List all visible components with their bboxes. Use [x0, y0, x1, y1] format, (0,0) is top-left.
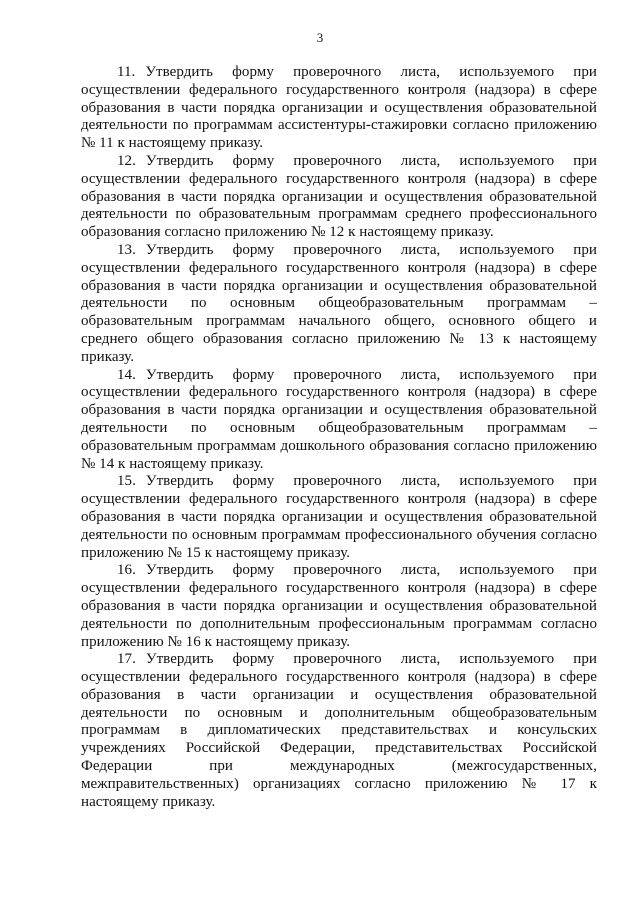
document-body: [81, 64, 597, 811]
paragraph-text: Утвердить форму проверочного листа, используемого при осуществлении федерального государственного контроля (надзора) в сфере образования в части порядка организации и осуществления образовательной деятельности по программам ассистентуры-стажировки согласно приложению № 11 к настоящему приказу.: [81, 64, 597, 152]
paragraph-11: [81, 64, 597, 153]
paragraph-15: [81, 473, 597, 562]
paragraph-14: [81, 367, 597, 474]
paragraph-number: 14.: [117, 366, 136, 383]
paragraph-text: Утвердить форму проверочного листа, используемого при осуществлении федерального государственного контроля (надзора) в сфере образования в части порядка организации и осуществления образовательной деятельности по дополнительным профессиональным программам согласно приложению № 16 к настоящему приказу.: [81, 562, 597, 650]
paragraph-text: Утвердить форму проверочного листа, используемого при осуществлении федерального государственного контроля (надзора) в сфере образования в части порядка организации и осуществления образовательной деятельности по основным общеобразовательным программам – образовательным программам начального общего, основного общего и среднего общего образования согласно приложению № 13 к настоящему приказу.: [81, 241, 597, 365]
paragraph-text: Утвердить форму проверочного листа, используемого при осуществлении федерального государственного контроля (надзора) в сфере образования в части порядка организации и осуществления образовательной деятельности по образовательным программам среднего профессионального образования согласно приложению № 12 к настоящему приказу.: [81, 152, 597, 241]
page-number: 3: [316, 30, 324, 45]
paragraph-13: [81, 242, 597, 367]
paragraph-text: Утвердить форму проверочного листа, используемого при осуществлении федерального государственного контроля (надзора) в сфере образования в части порядка организации и осуществления образовательной деятельности по основным общеобразовательным программам – образовательным программам дошкольного образования согласно приложению № 14 к настоящему приказу.: [81, 366, 597, 472]
paragraph-17: [81, 651, 597, 811]
paragraph-number: 16.: [117, 562, 136, 579]
paragraph-number: 15.: [117, 473, 136, 490]
paragraph-number: 17.: [117, 651, 136, 668]
paragraph-text: Утвердить форму проверочного листа, используемого при осуществлении федерального государственного контроля (надзора) в сфере образования в части порядка организации и осуществления образовательной деятельности по основным программам профессионального обучения согласно приложению № 15 к настоящему приказу.: [81, 473, 597, 561]
paragraph-text: Утвердить форму проверочного листа, используемого при осуществлении федерального государственного контроля (надзора) в сфере образования в части организации и осуществления образовательной деятельности по основным и дополнительным общеобразовательным программам в дипломатических представительствах и консульских учреждениях Российской Федерации, представительствах Российской Федерации при международных (межгосударственных, межправительственных) организациях согласно приложению № 17 к настоящему приказу.: [81, 651, 597, 810]
paragraph-number: 11.: [117, 64, 136, 80]
paragraph-16: [81, 562, 597, 651]
paragraph-number: 13.: [117, 241, 136, 258]
paragraph-number: 12.: [117, 152, 136, 169]
paragraph-12: [81, 153, 597, 242]
